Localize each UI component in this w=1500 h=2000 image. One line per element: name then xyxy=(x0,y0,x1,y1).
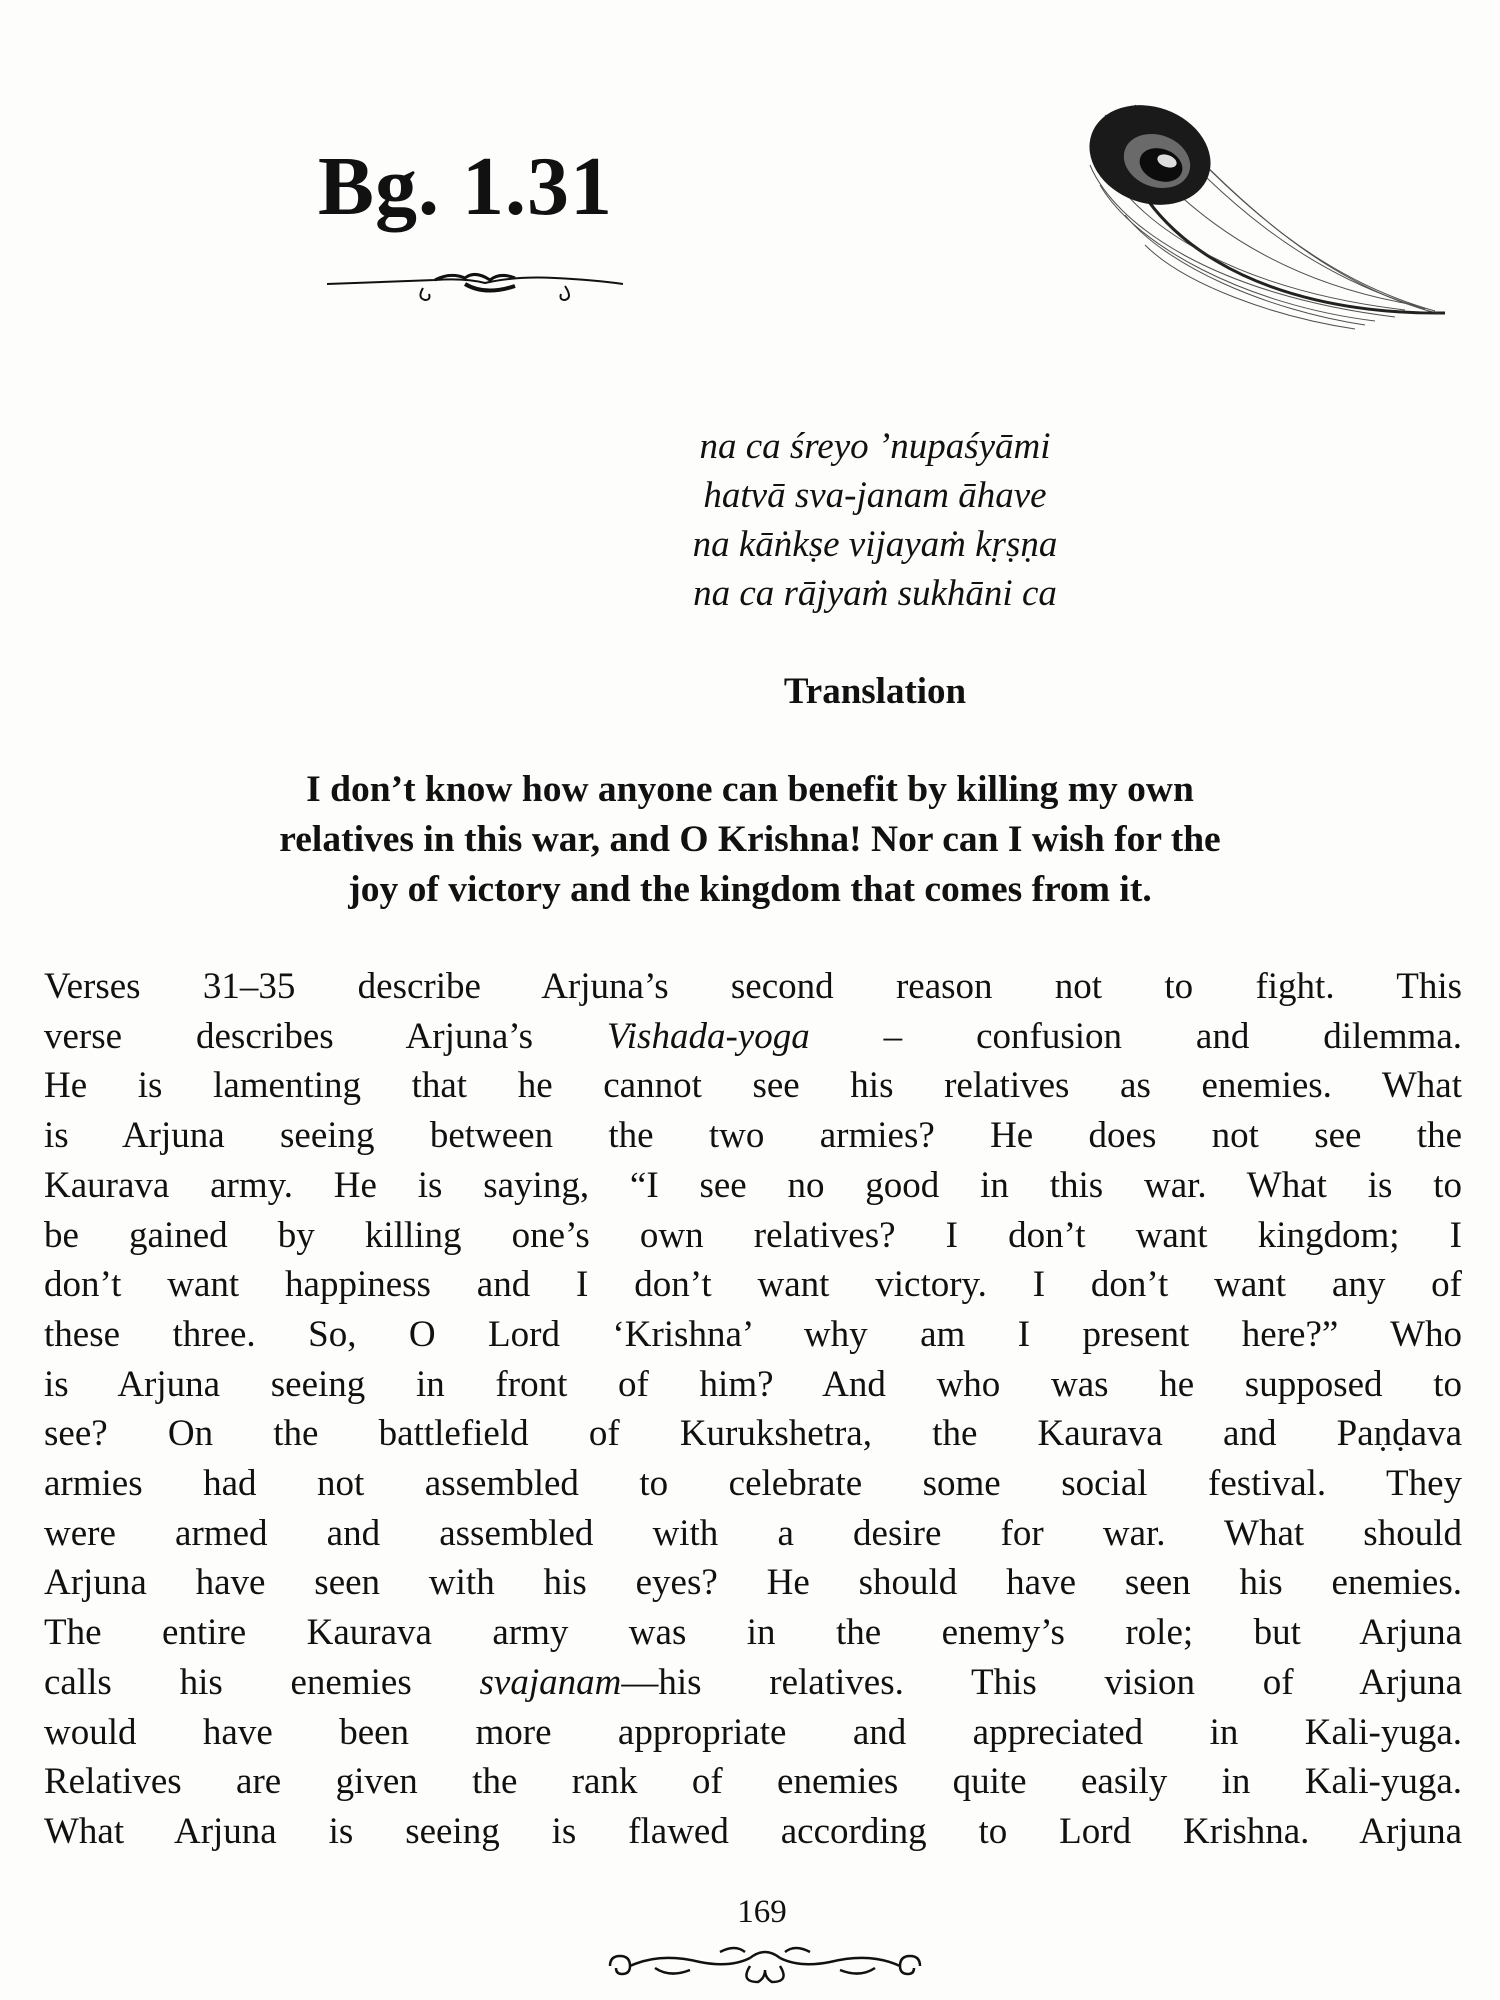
italic-term: svajanam xyxy=(479,1661,622,1703)
line-text: were armed and assembled with a desire for war. What should xyxy=(44,1512,1462,1554)
verse-line: na kāṅkṣe vijayaṁ kṛṣṇa xyxy=(692,524,1058,565)
commentary-line xyxy=(44,962,1462,1012)
commentary-line xyxy=(44,1658,1462,1708)
commentary-line xyxy=(44,1360,1462,1410)
line-text: see? On the battlefield of Kurukshetra, the Kaurava and Paṇḍava xyxy=(44,1413,1462,1455)
line-text: calls his enemies xyxy=(44,1661,480,1703)
translation-line: relatives in this war, and O Krishna! Nor can I wish for the xyxy=(279,819,1221,860)
line-text: verse describes Arjuna’s xyxy=(44,1015,607,1057)
commentary-paragraph xyxy=(44,962,1462,1857)
commentary-line xyxy=(44,1757,1462,1807)
commentary-line xyxy=(44,1509,1462,1559)
chapter-title: Bg. 1.31 xyxy=(318,140,614,233)
page-number: 169 xyxy=(737,1894,787,1930)
translation-line: joy of victory and the kingdom that comes from it. xyxy=(348,869,1152,910)
commentary-line xyxy=(44,1061,1462,1111)
commentary-line xyxy=(44,1708,1462,1758)
commentary-line xyxy=(44,1161,1462,1211)
title-flourish-ornament xyxy=(325,268,625,308)
line-text: would have been more appropriate and appreciated in Kali-yuga. xyxy=(44,1711,1462,1753)
verse-line: na ca śreyo ’nupaśyāmi xyxy=(699,426,1051,467)
line-text: armies had not assembled to celebrate some social festival. They xyxy=(44,1463,1462,1505)
italic-term: Vishada-yoga xyxy=(606,1015,810,1057)
line-text: these three. So, O Lord ‘Krishna’ why am I present here?” Who xyxy=(44,1313,1462,1355)
verse-line: hatvā sva-janam āhave xyxy=(703,475,1047,516)
line-text: Relatives are given the rank of enemies quite easily in Kali-yuga. xyxy=(44,1761,1462,1803)
commentary-line xyxy=(44,1409,1462,1459)
commentary-line xyxy=(44,1558,1462,1608)
line-text: He is lamenting that he cannot see his relatives as enemies. What xyxy=(44,1065,1462,1107)
line-text: Arjuna have seen with his eyes? He should have seen his enemies. xyxy=(44,1562,1462,1604)
verse-line: na ca rājyaṁ sukhāni ca xyxy=(693,573,1057,614)
translation-text xyxy=(75,765,1425,915)
translation-heading: Translation xyxy=(783,671,967,712)
line-text: don’t want happiness and I don’t want victory. I don’t want any of xyxy=(44,1264,1462,1306)
commentary-line xyxy=(44,1310,1462,1360)
line-text: The entire Kaurava army was in the enemy’s role; but Arjuna xyxy=(44,1612,1462,1654)
commentary-line xyxy=(44,1459,1462,1509)
line-text: Kaurava army. He is saying, “I see no good in this war. What is to xyxy=(44,1164,1462,1206)
commentary-line xyxy=(44,1012,1462,1062)
commentary-line xyxy=(44,1211,1462,1261)
line-text: be gained by killing one’s own relatives? I don’t want kingdom; I xyxy=(44,1214,1462,1256)
translation-line: I don’t know how anyone can benefit by killing my own xyxy=(306,769,1194,810)
line-text: Verses 31–35 describe Arjuna’s second reason not to fight. This xyxy=(44,966,1462,1007)
line-text: is Arjuna seeing between the two armies? He does not see the xyxy=(44,1115,1462,1157)
line-text: —his relatives. This vision of Arjuna xyxy=(621,1661,1462,1703)
commentary-line xyxy=(44,1111,1462,1161)
line-text: – confusion and dilemma. xyxy=(809,1015,1462,1057)
sanskrit-verse xyxy=(0,422,1500,618)
commentary-line xyxy=(44,1807,1462,1857)
line-text: is Arjuna seeing in front of him? And who was he supposed to xyxy=(44,1363,1462,1405)
footer-scroll-ornament xyxy=(600,1938,930,1988)
line-text: What Arjuna is seeing is flawed according to Lord Krishna. Arjuna xyxy=(44,1810,1462,1852)
commentary-line xyxy=(44,1608,1462,1658)
peacock-feather-illustration xyxy=(1075,95,1455,345)
commentary-line xyxy=(44,1260,1462,1310)
